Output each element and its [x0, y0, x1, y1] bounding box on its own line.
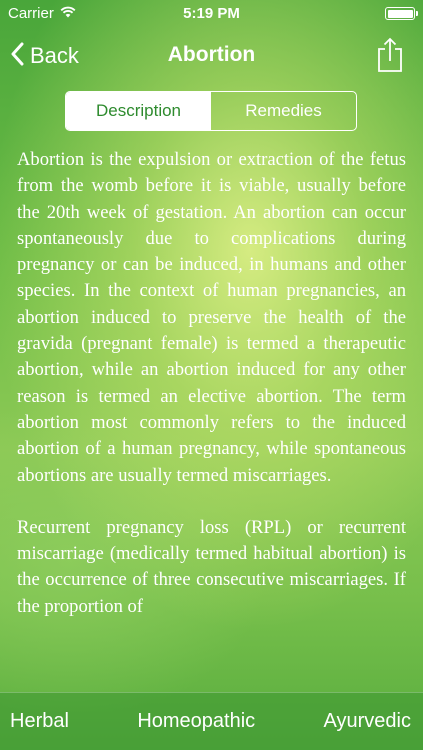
tab-description[interactable]: Description [66, 92, 211, 130]
battery-icon [385, 7, 415, 20]
description-text[interactable] [17, 147, 406, 687]
tab-remedies[interactable]: Remedies [245, 101, 322, 120]
navigation-bar [0, 28, 423, 84]
share-button[interactable] [375, 36, 405, 74]
tab-homeopathic[interactable]: Homeopathic [137, 710, 256, 732]
tab-ayurvedic[interactable]: Ayurvedic [323, 710, 411, 732]
carrier-label: Carrier [8, 5, 54, 22]
description-paragraph: Recurrent pregnancy loss (RPL) or recurrent miscarriage (medically termed habitual abortion) is the occurrence of three consecutive miscarriages. If the proportion of [17, 516, 406, 617]
back-button[interactable] [10, 38, 79, 74]
share-icon [375, 61, 405, 78]
status-bar [0, 0, 423, 28]
status-time: 5:19 PM [183, 5, 240, 22]
description-paragraph: Abortion is the expulsion or extraction of the fetus from the womb before it is viable, usually before the 20th week of gestation. An abortion can occur spontaneously due to complications during pregnancy or can be induced, in humans and other species. In the context of human pregnancies, an abortion induced to preserve the health of the gravida (pregnant female) is termed a therapeutic abortion, while an abortion induced for any other reason is termed an elective abortion. The term abortion most commonly refers to the induced abortion of a human pregnancy, while spontaneous abortions are usually termed miscarriages. [17, 149, 406, 486]
segmented-control [65, 91, 357, 131]
chevron-left-icon [10, 42, 24, 71]
page-title: Abortion [167, 43, 256, 66]
tab-herbal[interactable]: Herbal [10, 710, 69, 732]
back-label: Back [30, 43, 79, 68]
bottom-tab-bar [0, 692, 423, 750]
